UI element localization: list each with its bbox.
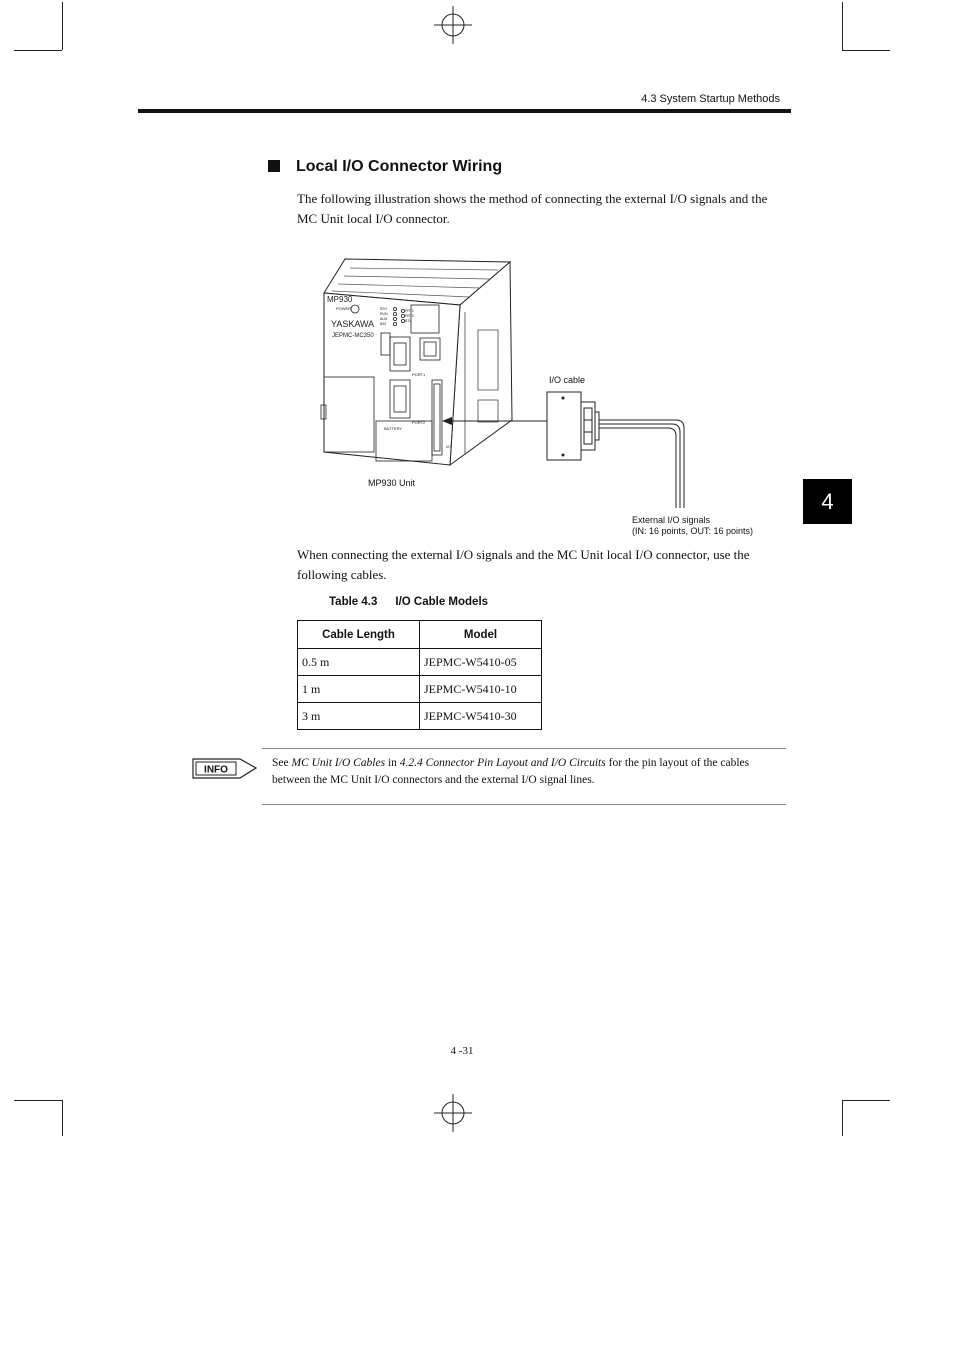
table-row bbox=[298, 703, 542, 730]
crop-mark bbox=[842, 1100, 843, 1136]
table-title: I/O Cable Models bbox=[395, 596, 489, 608]
header-model: Model bbox=[420, 621, 542, 649]
crop-mark bbox=[842, 2, 843, 50]
info-ref-cables: MC Unit I/O Cables bbox=[291, 757, 386, 769]
device-port1-label: PORT1 bbox=[412, 372, 426, 377]
crop-mark bbox=[14, 50, 62, 51]
crop-mark bbox=[62, 1100, 63, 1136]
table-row bbox=[298, 676, 542, 703]
device-model: MP930 bbox=[327, 295, 353, 304]
device-brand: YASKAWA bbox=[331, 319, 375, 329]
unit-label: MP930 Unit bbox=[368, 478, 416, 488]
cell-model: JEPMC-W5410-10 bbox=[420, 676, 542, 703]
info-badge-text: INFO bbox=[204, 764, 228, 776]
io-cable-label: I/O cable bbox=[549, 375, 586, 385]
table-caption bbox=[329, 596, 488, 608]
section-heading-text: Local I/O Connector Wiring bbox=[296, 158, 503, 175]
info-in: in bbox=[385, 757, 400, 769]
info-bottom-rule bbox=[262, 804, 786, 805]
device-battery-label: BATTERY bbox=[384, 426, 403, 431]
chapter-tab: 4 bbox=[803, 479, 852, 524]
square-bullet-icon bbox=[268, 160, 280, 172]
device-port2-label: PORT2 bbox=[412, 420, 426, 425]
info-see: See bbox=[272, 757, 292, 769]
info-icon bbox=[192, 757, 258, 781]
intro-paragraph: The following illustration shows the method of connecting the external I/O signals and the MC Unit local I/O connector. bbox=[297, 191, 768, 226]
crop-mark bbox=[842, 1100, 890, 1101]
external-signals-label: External I/O signals bbox=[632, 515, 711, 525]
info-note bbox=[272, 755, 784, 789]
led-label: PRT2 bbox=[405, 314, 414, 318]
table-number: Table 4.3 bbox=[329, 596, 378, 608]
led-label: ALM bbox=[380, 317, 388, 321]
header-rule bbox=[138, 109, 791, 113]
section-heading bbox=[268, 158, 502, 176]
registration-mark bbox=[434, 1094, 472, 1132]
cable-models-table bbox=[297, 620, 542, 730]
info-ref-section: 4.2.4 Connector Pin Layout and I/O Circuits bbox=[399, 757, 606, 769]
led-label: BTL bbox=[405, 319, 412, 323]
registration-mark bbox=[434, 6, 472, 44]
cell-model: JEPMC-W5410-30 bbox=[420, 703, 542, 730]
running-header: 4.3 System Startup Methods bbox=[641, 93, 780, 105]
table-row bbox=[298, 649, 542, 676]
crop-mark bbox=[842, 50, 890, 51]
io-wiring-illustration bbox=[300, 240, 780, 540]
table-header-row bbox=[298, 621, 542, 649]
led-label: PRT1 bbox=[405, 309, 414, 313]
header-cable-length: Cable Length bbox=[298, 621, 420, 649]
device-part: JEPMC-MC350 bbox=[332, 333, 374, 339]
page-number: 4 -31 bbox=[450, 1045, 474, 1057]
led-label: BAT bbox=[380, 322, 387, 326]
cables-paragraph: When connecting the external I/O signals and the MC Unit local I/O connector, use the following cables. bbox=[297, 547, 750, 582]
cell-model: JEPMC-W5410-05 bbox=[420, 649, 542, 676]
led-label: RDY bbox=[380, 307, 388, 311]
device-io-label: I/O bbox=[446, 444, 452, 449]
info-top-rule bbox=[262, 748, 786, 749]
crop-mark bbox=[14, 1100, 62, 1101]
info-rest: for the pin layout of the cables between the MC Unit I/O connectors and the external I/O signal lines. bbox=[272, 757, 750, 786]
cell-length: 3 m bbox=[298, 703, 420, 730]
crop-mark bbox=[62, 2, 63, 50]
cell-length: 0.5 m bbox=[298, 649, 420, 676]
led-label: RUN bbox=[380, 312, 388, 316]
device-power-label: POWER bbox=[336, 306, 352, 311]
external-signals-points-label: (IN: 16 points, OUT: 16 points) bbox=[632, 526, 754, 536]
cell-length: 1 m bbox=[298, 676, 420, 703]
